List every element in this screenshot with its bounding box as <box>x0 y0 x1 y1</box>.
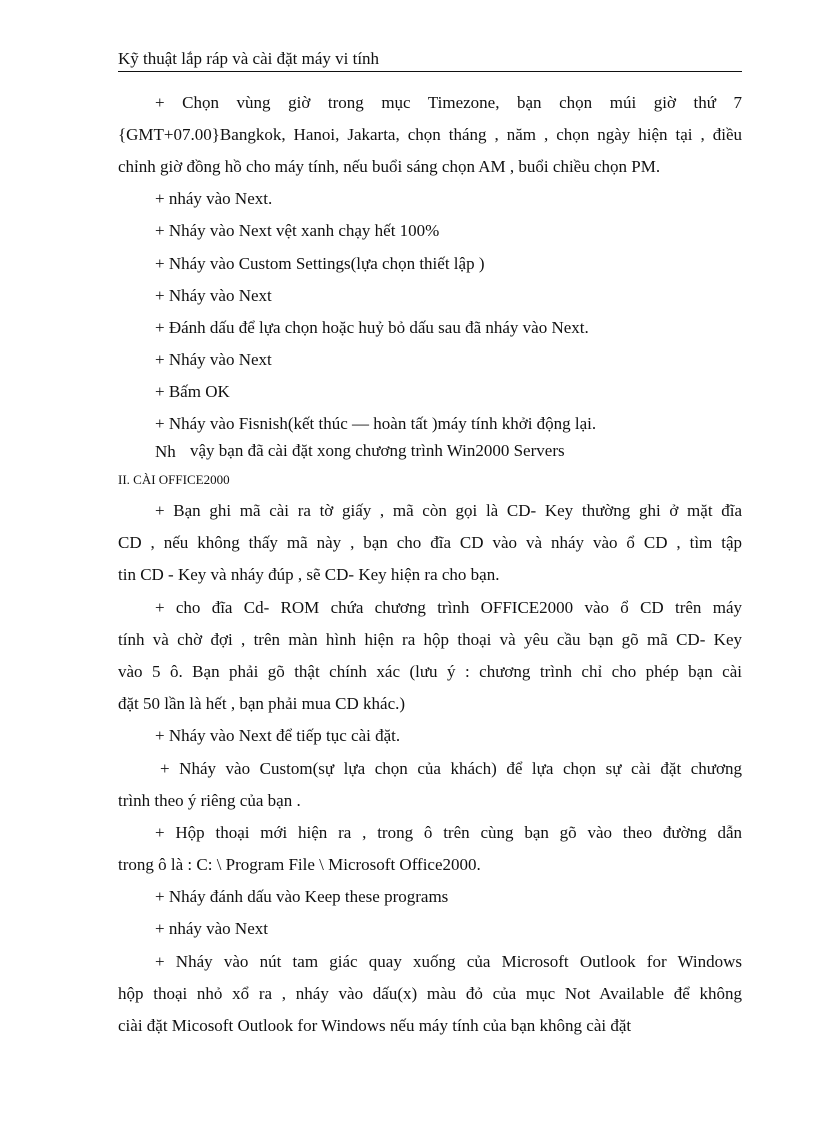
body-line: + Chọn vùng giờ trong mục Timezone, bạn chọn múi giờ thứ 7 <box>155 93 742 112</box>
body-line: {GMT+07.00}Bangkok, Hanoi, Jakarta, chọn tháng , năm , chọn ngày hiện tại , điều <box>118 125 742 144</box>
body-fragment: Nh <box>155 442 176 461</box>
body-line: + Hộp thoại mới hiện ra , trong ô trên cùng bạn gõ vào theo đường dẫn <box>155 823 742 842</box>
list-item: + nháy vào Next <box>155 919 268 938</box>
body-line: ciài đặt Micosoft Outlook for Windows nếu máy tính của bạn không cài đặt <box>118 1016 632 1035</box>
list-item: + Nháy vào Next để tiếp tục cài đặt. <box>155 726 401 745</box>
page-header: Kỹ thuật lắp ráp và cài đặt máy vi tính <box>118 49 380 68</box>
list-item: + Nháy đánh dấu vào Keep these programs <box>155 887 449 906</box>
body-line: + Nháy vào nút tam giác quay xuống của Microsoft Outlook for Windows <box>155 952 742 971</box>
section-heading: II. CÀI OFFICE2000 <box>118 472 230 487</box>
list-item: + Nháy vào Fisnish(kết thúc — hoàn tất )máy tính khởi động lại. <box>155 414 597 433</box>
list-item: + Nháy vào Custom Settings(lựa chọn thiết lập ) <box>155 254 485 273</box>
body-line: hộp thoại nhỏ xổ ra , nháy vào dấu(x) màu đỏ của mục Not Available để không <box>118 984 742 1003</box>
body-line: trong ô là : C: \ Program File \ Microsoft Office2000. <box>118 855 481 874</box>
header-divider <box>118 71 742 72</box>
list-item: + Đánh dấu để lựa chọn hoặc huỷ bỏ dấu sau đã nháy vào Next. <box>155 318 589 337</box>
list-item: + Nháy vào Next <box>155 286 272 305</box>
body-line: chỉnh giờ đồng hồ cho máy tính, nếu buổi sáng chọn AM , buổi chiều chọn PM. <box>118 157 661 176</box>
list-item: + Nháy vào Next vệt xanh chạy hết 100% <box>155 221 440 240</box>
body-line: + Nháy vào Custom(sự lựa chọn của khách) để lựa chọn sự cài đặt chương <box>160 759 742 778</box>
body-line: vào 5 ô. Bạn phải gõ thật chính xác (lưu ý : chương trình chỉ cho phép bạn cài <box>118 662 742 681</box>
body-line: trình theo ý riêng của bạn . <box>118 791 301 810</box>
body-line: tin CD - Key và nháy đúp , sẽ CD- Key hiện ra cho bạn. <box>118 565 500 584</box>
body-line: tính và chờ đợi , trên màn hình hiện ra hộp thoại và yêu cầu bạn gõ mã CD- Key <box>118 630 742 649</box>
list-item: + Bấm OK <box>155 382 230 401</box>
body-line: + cho đĩa Cd- ROM chứa chương trình OFFICE2000 vào ổ CD trên máy <box>155 598 742 617</box>
body-line: CD , nếu không thấy mã này , bạn cho đĩa CD vào và nháy vào ổ CD , tìm tập <box>118 533 742 552</box>
list-item: + Nháy vào Next <box>155 350 272 369</box>
body-line: + Bạn ghi mã cài ra tờ giấy , mã còn gọi là CD- Key thường ghi ở mặt đĩa <box>155 501 742 520</box>
body-line: vậy bạn đã cài đặt xong chương trình Win2000 Servers <box>190 441 565 460</box>
list-item: + nháy vào Next. <box>155 189 273 208</box>
body-line: đặt 50 lần là hết , bạn phải mua CD khác.) <box>118 694 406 713</box>
